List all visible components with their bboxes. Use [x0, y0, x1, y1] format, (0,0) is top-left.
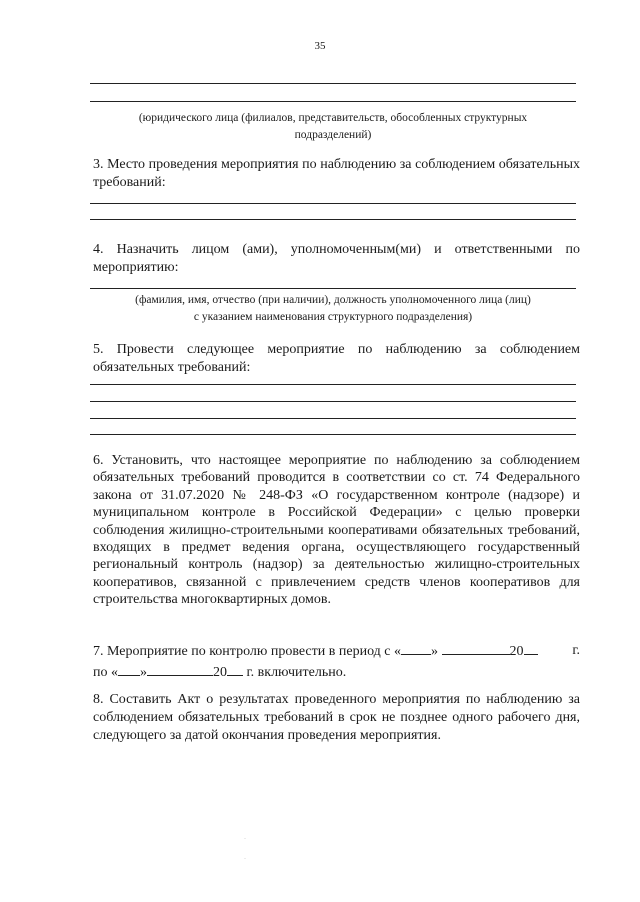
item-8: [93, 691, 580, 745]
legal-entity-caption-line-2: подразделений): [294, 129, 372, 141]
item-6: [93, 452, 580, 609]
item-7-line-1: [93, 641, 580, 662]
item-8-number: 8.: [93, 692, 104, 707]
item-5-text: Провести следующее мероприятие по наблюдению за соблюдением обязательных требований:: [93, 342, 581, 375]
item-7-part-2: »: [431, 644, 438, 659]
location-line-2: [90, 219, 576, 220]
item-7-part-3: 20: [509, 644, 524, 659]
event-line-2: [90, 401, 576, 402]
location-line-1: [90, 203, 576, 204]
item-4-text: Назначить лицом (ами), уполномоченным(ми) и ответственными по мероприятию:: [93, 242, 580, 275]
item-5: [93, 341, 580, 377]
officer-caption: [90, 292, 576, 326]
item-7: [93, 641, 580, 683]
item-7-part-5: по «: [93, 665, 118, 680]
item-6-text: Установить, что настоящее мероприятие по наблюдению за соблюдением обязательных требований проводится в соответствии со ст. 74 Федерального закона от 31.07.2020 № 248-ФЗ «О государственном контроле (надзоре) и муниципальном контроле в Российской Федерации» с целью проверки соблюдения жилищно-строительными кооперативами обязательных требований, входящих в предмет ведения органа, осуществляющего государственный региональный контроль (надзор) за деятельностью жилищно-строительных кооперативов, связанной с привлечением средств членов кооперативов для строительства многоквартирных домов.: [93, 453, 580, 608]
item-7-part-7: 20: [213, 665, 227, 680]
item-7-part-8: г. включительно.: [246, 665, 347, 680]
item-7-line-2: [93, 662, 580, 683]
event-line-1: [90, 384, 576, 385]
item-8-text: Составить Акт о результатах проведенного мероприятия по наблюдению за соблюдением обязательных требований в срок не позднее одного рабочего дня, следующего за датой окончания проведения мероприятия.: [93, 692, 581, 743]
event-line-4: [90, 434, 576, 435]
item-3-text: Место проведения мероприятия по наблюдению за соблюдением обязательных требований:: [93, 157, 580, 190]
item-7-number: 7.: [93, 644, 104, 659]
end-day-blank: [118, 662, 140, 676]
legal-entity-line-2: [90, 101, 576, 102]
item-4-number: 4.: [93, 242, 104, 257]
item-3: [93, 156, 580, 192]
legal-entity-caption-line-1: (юридического лица (филиалов, представительств, обособленных структурных: [138, 112, 528, 124]
start-month-blank: [442, 641, 510, 655]
item-4: [93, 241, 580, 277]
start-year-blank: [524, 641, 538, 655]
end-month-blank: [147, 662, 213, 676]
officer-line: [90, 288, 576, 289]
start-day-blank: [401, 641, 431, 655]
officer-caption-line-1: (фамилия, имя, отчество (при наличии), должность уполномоченного лица (лиц): [135, 294, 531, 306]
item-7-part-1: Мероприятие по контролю провести в период с «: [107, 644, 401, 659]
item-6-number: 6.: [93, 453, 104, 468]
legal-entity-caption: [90, 110, 576, 144]
legal-entity-line-1: [90, 83, 576, 84]
item-7-part-6: »: [140, 665, 147, 680]
end-year-blank: [227, 662, 243, 676]
officer-caption-line-2: с указанием наименования структурного подразделения): [193, 311, 473, 323]
page-number: 35: [314, 40, 326, 52]
item-3-number: 3.: [93, 157, 104, 172]
scan-speck: .: [244, 852, 246, 861]
item-5-number: 5.: [93, 342, 104, 357]
scan-speck: .: [244, 832, 246, 841]
item-7-part-4: г.: [572, 643, 580, 658]
event-line-3: [90, 418, 576, 419]
